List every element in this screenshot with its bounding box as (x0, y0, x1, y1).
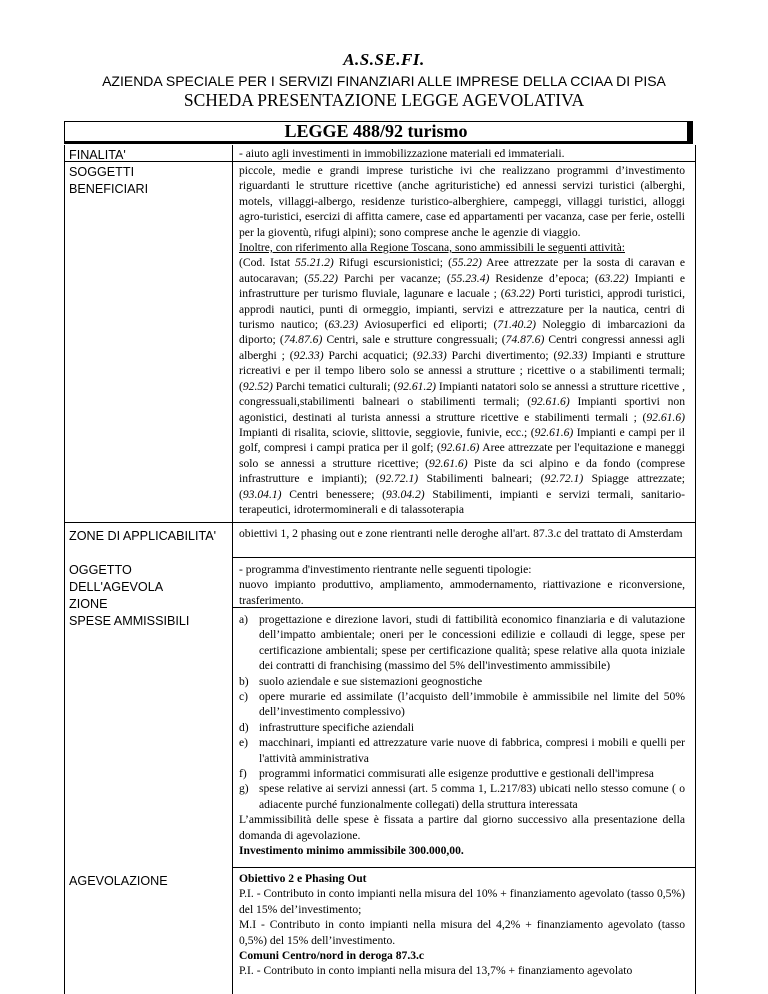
org-name: A.S.SE.FI. (343, 50, 425, 69)
istat-code: 55.22) (308, 271, 339, 285)
toscana-heading: Inoltre, con riferimento alla Regione Toscana, sono ammissibili le seguenti attività: (239, 241, 625, 255)
spese-item-marker: c) (239, 690, 249, 704)
label-agevolazione: AGEVOLAZIONE (69, 874, 168, 888)
istat-item-prefix: ( (500, 287, 505, 301)
istat-code: 92.33) (293, 348, 324, 362)
soggetti-intro: piccole, medie e grandi imprese turistiche ivi che realizzano programmi d’investimento riguardanti le strutture ricettive (anche agrituristiche) ed annessi servizi turistici (alberghi, motels, villaggi-albergo, residenze turistico-alberghiere, campeggi, villaggi turistici, alloggi agro-turistici, esercizi di affitta camere, case ed appartamenti per vacanza, case per ferie, ostelli per la gioventù, rifugi alpini); sono comprese anche le agenzie di viaggio. (239, 164, 685, 239)
label-spese: SPESE AMMISSIBILI (69, 614, 190, 628)
istat-code: 92.61.6) (534, 425, 574, 439)
istat-activity: Parchi divertimento; (446, 348, 554, 362)
istat-activity: Aviosuperfici ed eliporti; (358, 318, 494, 332)
istat-activity: Parchi tematici culturali; (272, 379, 394, 393)
spese-item-text: infrastrutture specifiche aziendali (259, 720, 415, 734)
istat-code: 55.22) (451, 256, 482, 270)
istat-activity: Spiagge attrezzate; (583, 472, 685, 486)
istat-activity: Aree attrezzate per la sosta di caravan e autocaravan; (239, 256, 685, 285)
row-divider (65, 522, 695, 523)
agevolazione-mi: M.I - Contributo in conto impianti nella misura del 4,2% + finanziamento agevolato (tasso 0,5%) del 15% dell’investimento. (239, 918, 685, 947)
istat-code: 74.87.6) (283, 333, 323, 347)
soggetti-cell (239, 163, 685, 517)
istat-item-prefix: ( (446, 271, 451, 285)
spese-list (239, 612, 685, 812)
istat-code: 92.33) (416, 348, 447, 362)
istat-code: 93.04.2) (385, 487, 425, 501)
spese-item-marker: g) (239, 782, 249, 796)
istat-item-prefix: ( (436, 441, 441, 455)
istat-item-prefix: ( (527, 395, 532, 409)
istat-code: 92.61.6) (531, 395, 570, 409)
istat-code: 74.87.6) (505, 333, 545, 347)
istat-item-prefix: ( (289, 348, 294, 362)
istat-activity: Residenze d’epoca; (489, 271, 595, 285)
spese-item-text: macchinari, impianti ed attrezzature varie nuove di fabbrica, compresi i mobili e quelli per l'attività amministrativa (259, 736, 685, 765)
istat-code: 92.61.6) (428, 456, 468, 470)
istat-item-prefix: ( (239, 379, 243, 393)
istat-activity: Centri benessere; (281, 487, 383, 501)
istat-activity: Centri, sale e strutture congressuali; (322, 333, 502, 347)
agevolazione-heading-2: Comuni Centro/nord in deroga 87.3.c (239, 949, 425, 963)
istat-code: 55.21.2) (295, 256, 334, 270)
istat-activity: Porti turistici, approdi turistici, approdi nautici, punti di ormeggio, impianti, servizi e attrezzature per la nautica, centri di turismo nautico; (239, 287, 685, 332)
istat-code: 92.72.1) (544, 472, 584, 486)
law-table (64, 145, 696, 994)
oggetto-line2: nuovo impianto produttivo, ampliamento, ammodernamento, riattivazione e riconversione, trasferimento. (239, 578, 685, 607)
istat-activity: Impianti sportivi non agonistici, destinati al turista annessi a strutture ricettive e stabilimenti termali ; (239, 395, 686, 424)
istat-code: 55.23.4) (450, 271, 490, 285)
spese-item (239, 781, 685, 812)
org-subtitle: AZIENDA SPECIALE PER I SERVIZI FINANZIARI ALLE IMPRESE DELLA CCIAA DI PISA (102, 73, 666, 89)
istat-code: 92.61.2) (397, 379, 436, 393)
spese-item (239, 766, 685, 781)
istat-item-prefix: ( (642, 410, 647, 424)
istat-item-prefix: ( (393, 379, 398, 393)
istat-item-prefix: ( (279, 333, 284, 347)
istat-activity: Impianti e strutture ricreativi e per il tempo libero solo se annessi a strutture ; ricettive o a stabilimenti termali; (239, 348, 685, 378)
law-title: LEGGE 488/92 turismo (64, 121, 688, 142)
istat-activity: Piste da sci alpino e da fondo (comprese infrastrutture e impianti); (239, 456, 685, 486)
row-divider (232, 557, 695, 558)
spese-item-text: opere murarie ed assimilate (l’acquisto dell’immobile è ammissibile nel limite del 50% dell’investimento complessivo) (259, 690, 685, 719)
label-zone: ZONE DI APPLICABILITA' (69, 529, 217, 543)
spese-item (239, 735, 685, 766)
istat-item-prefix: ( (540, 472, 545, 486)
spese-item-text: programmi informatici commisurati alle esigenze produttive e gestionali dell'impresa (259, 767, 654, 781)
istat-code: 92.61.6) (440, 441, 480, 455)
spese-item (239, 674, 685, 689)
spese-item-marker: a) (239, 613, 249, 626)
agevolazione-pi-deroga: P.I. - Contributo in conto impianti nella misura del 13,7% + finanziamento agevolato (239, 964, 633, 978)
spese-item (239, 689, 685, 720)
istat-item-prefix: ( (239, 487, 243, 501)
istat-item-prefix: ( (493, 318, 498, 332)
label-soggetti: SOGGETTI BENEFICIARI (69, 165, 149, 196)
spese-note: L’ammissibilità delle spese è fissata a partire dal giorno successivo alla presentazione della domanda di agevolazione. (239, 813, 685, 842)
oggetto-cell (239, 562, 685, 608)
istat-code: 92.61.6) (646, 410, 685, 424)
istat-item-prefix: ( (530, 425, 535, 439)
istat-item-prefix: ( (304, 271, 309, 285)
spese-item (239, 612, 685, 674)
istat-activity: Impianti natatori solo se annessi a strutture ricettive , congressuali,stabilimenti balneari o stabilimenti termali; (239, 379, 686, 409)
agevolazione-pi: P.I. - Contributo in conto impianti nella misura del 10% + finanziamento agevolato (tasso 0,5%) del 15% del’investimento; (239, 887, 685, 916)
istat-activity: Aree attrezzate per l'equitazione e maneggi solo se annessi a strutture ricettive; (239, 441, 685, 470)
document-title: SCHEDA PRESENTAZIONE LEGGE AGEVOLATIVA (183, 90, 585, 110)
istat-activity: Centri congressi annessi agli alberghi ; (239, 333, 685, 362)
istat-item-prefix: ( (375, 472, 380, 486)
istat-code: 63.22) (504, 287, 535, 301)
spese-minimo: Investimento minimo ammissibile 300.000,00 (239, 844, 461, 858)
spese-item-text: suolo aziendale e sue sistemazioni geognostiche (259, 674, 483, 688)
istat-code: 63.23) (328, 318, 359, 332)
label-finalita: FINALITA' (69, 148, 126, 162)
row-divider (232, 867, 695, 868)
istat-activity-list (239, 255, 685, 517)
istat-code: 92.33) (557, 348, 588, 362)
spese-item-text: progettazione e direzione lavori, studi di fattibilità economico finanziaria e di valutazione dell’impatto ambientale; oneri per le concessioni edilizie e collaudi di legge, spese per certificazione ambientali; spese per certificazione qualità; spese relative alla quota iniziale dei contratti di franchising (massimo del 5% dell'investimento ammissibile) (259, 613, 685, 673)
istat-code: 92.52) (242, 379, 273, 393)
istat-item-prefix: ( (501, 333, 506, 347)
finalita-text: - aiuto agli investimenti in immobilizzazione materiali ed immateriali. (239, 147, 565, 160)
label-oggetto: OGGETTO DELL'AGEVOLA ZIONE (69, 563, 163, 611)
istat-code: 71.40.2) (497, 318, 537, 332)
istat-activity: Impianti di risalita, sciovie, slittovie, seggiovie, funivie, ecc.; (239, 425, 531, 439)
istat-activity: Stabilimenti balneari; (418, 472, 541, 486)
istat-activity: Impianti e campi per il golf, compresi i campi pratica per il golf; (239, 425, 685, 455)
zone-text: obiettivi 1, 2 phasing out e zone rientranti nelle deroghe all'art. 87.3.c del trattato di Amsterdam (239, 527, 683, 540)
agevolazione-heading-1: Obiettivo 2 e Phasing Out (239, 872, 367, 885)
istat-activity: Rifugi escursionistici; (333, 256, 449, 270)
istat-item-prefix: ( (412, 348, 417, 362)
istat-activity: Noleggio di imbarcazioni da diporto; (239, 318, 685, 347)
istat-code: 63.22) (598, 271, 629, 285)
istat-code: 92.72.1) (379, 472, 419, 486)
istat-activity: Parchi per vacanze; (338, 271, 447, 285)
istat-activity: Impianti e infrastrutture per turismo fluviale, lagunare e lacuale ; (239, 271, 686, 301)
spese-item-marker: e) (239, 736, 249, 750)
spese-item-marker: d) (239, 720, 249, 734)
istat-item-prefix: ( (324, 318, 329, 332)
istat-item-prefix: ( (425, 456, 429, 470)
istat-item-prefix: (Cod. Istat (239, 256, 296, 270)
istat-item-prefix: ( (553, 348, 558, 362)
spese-item-text: spese relative ai servizi annessi (art. 5 comma 1, L.217/83) ubicati nello stesso comune ( o adiacente purché funzionalmente collegati) della struttura interessata (259, 782, 685, 811)
spese-item-marker: b) (239, 674, 249, 688)
spese-item-marker: f) (239, 767, 247, 781)
spese-cell: a) progettazione e direzione lavori, studi di fattibilità economico finanziaria e di valutazione dell’impatto ambientale; oneri per le concessioni edilizie e collaudi di legge, spese per certificazione ambientali; spese per certificazione qualità; spese relative alla quota iniziale dei contratti di franchising (massimo del 5% dell'investimento ammissibile) b) suolo aziendale e sue sistemazioni geognostiche c) opere murarie ed assimilate (l’acquisto dell’immobile è ammissibile nel limite del 50% dell’investimento complessivo) d) infrastrutture specifiche aziendali e) macchinari, impianti ed attrezzature varie nuove di fabbrica, compresi i mobili e quelli per l'attività amministrativa f) programmi informatici commisurati alle esigenze produttive e gestionali dell'impresa g) spese relative ai servizi annessi (art. 5 comma 1, L.217/83) ubicati nello stesso comune ( o adiacente purché funzionalmente collegati) della struttura interessata L’ammissibilità delle spese è fissata a partire dal giorno successivo alla presentazione della domanda di agevolazione. Investimento minimo ammissibile 300.000,00. (239, 613, 685, 858)
istat-item-prefix: ( (448, 256, 452, 270)
istat-item-prefix: ( (382, 487, 386, 501)
spese-item (239, 720, 685, 735)
istat-code: 93.04.1) (242, 487, 282, 501)
oggetto-line1: - programma d'investimento rientrante nelle seguenti tipologie: (239, 563, 532, 576)
istat-activity: Parchi acquatici; (323, 348, 413, 362)
agevolazione-cell (239, 871, 685, 979)
istat-item-prefix: ( (594, 271, 599, 285)
istat-activity: Stabilimenti, impianti e servizi termali, sanitario-terapeutici, idrotermominerali e di talassoterapia (239, 487, 685, 516)
